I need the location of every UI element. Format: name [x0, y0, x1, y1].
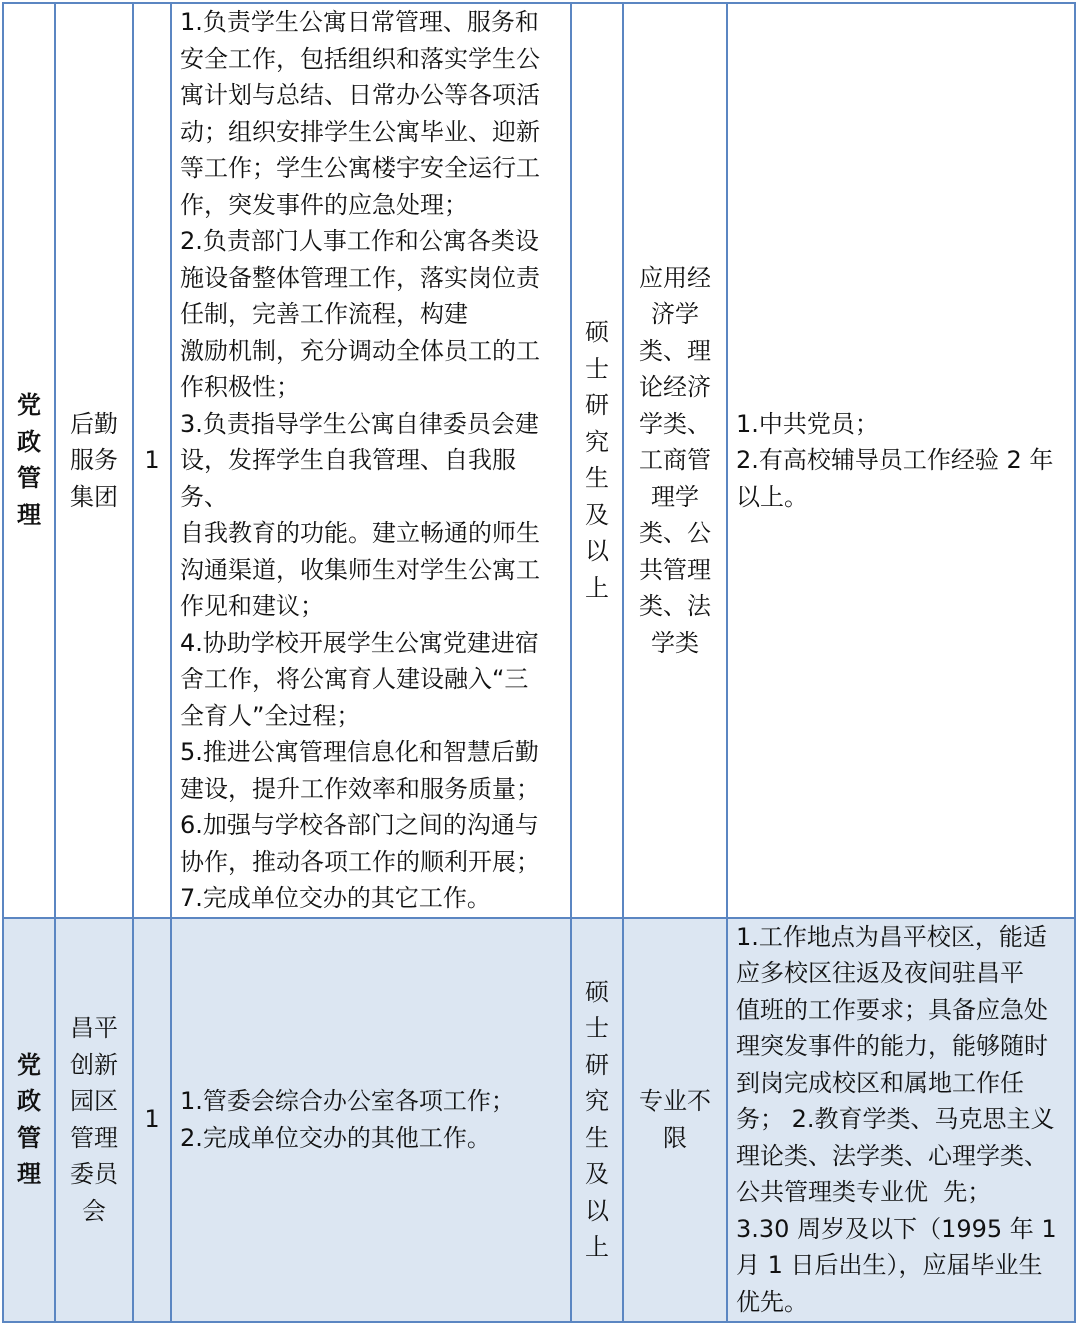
- requirement-line: 务； 2.教育学类、马克思主义: [736, 1105, 1055, 1134]
- education-char: 硕: [585, 318, 609, 347]
- major-line: 学类、: [639, 409, 711, 438]
- major-cell: [623, 918, 727, 1322]
- major-line: 限: [663, 1123, 687, 1152]
- education-char: 及: [585, 500, 609, 529]
- duty-line: 4.协助学校开展学生公寓党建进宿: [180, 628, 539, 657]
- duty-line: 2.完成单位交办的其他工作。: [180, 1123, 491, 1152]
- major-line: 类、法: [639, 592, 711, 620]
- duty-line: 5.推进公寓管理信息化和智慧后勤: [180, 738, 539, 766]
- headcount-cell: 1: [133, 3, 171, 918]
- major-line: 类、理: [639, 336, 711, 365]
- department-line: 服务: [70, 446, 118, 474]
- category-cell: [3, 918, 55, 1322]
- education-char: 及: [585, 1160, 609, 1188]
- requirement-line: 1.工作地点为昌平校区，能适: [736, 922, 1047, 951]
- duty-line: 任制，完善工作流程，构建: [180, 300, 468, 328]
- department-line: 创新: [70, 1050, 118, 1079]
- duty-line: 寓计划与总结、日常办公等各项活: [180, 81, 540, 109]
- education-char: 生: [585, 1123, 609, 1152]
- major-line: 学类: [651, 628, 699, 657]
- requirement-line: 到岗完成校区和属地工作任: [736, 1068, 1024, 1097]
- requirement-line: 应多校区往返及夜间驻昌平: [736, 959, 1024, 988]
- category-char: 理: [17, 1160, 41, 1188]
- table-row: [3, 3, 1075, 918]
- duty-line: 7.完成单位交办的其它工作。: [180, 884, 491, 912]
- duty-line: 舍工作，将公寓育人建设融入“三: [180, 665, 529, 693]
- category-char: 管: [17, 464, 41, 493]
- duty-line: 施设备整体管理工作，落实岗位责: [180, 263, 540, 292]
- table-row: [3, 918, 1075, 1322]
- major-cell: [623, 3, 727, 918]
- major-line: 工商管: [639, 446, 711, 474]
- education-char: 究: [585, 427, 609, 456]
- department-cell: [55, 3, 133, 918]
- duty-line: 1.管委会综合办公室各项工作；: [180, 1087, 515, 1115]
- duty-line: 建设，提升工作效率和服务质量；: [180, 774, 540, 803]
- category-char: 管: [17, 1123, 41, 1152]
- major-line: 专业不: [639, 1087, 711, 1115]
- headcount-cell: 1: [133, 918, 171, 1322]
- education-char: 上: [585, 1233, 609, 1261]
- requirement-line: 值班的工作要求；具备应急处: [736, 995, 1048, 1024]
- duty-line: 动；组织安排学生公寓毕业、迎新: [180, 117, 540, 146]
- duty-line: 全育人”全过程；: [180, 701, 361, 730]
- requirement-line: 2.有高校辅导员工作经验 2 年: [736, 446, 1054, 474]
- requirement-line: 以上。: [736, 482, 808, 511]
- department-line: 后勤: [70, 409, 118, 438]
- requirement-line: 公共管理类专业优 先；: [736, 1178, 992, 1207]
- duty-line: 协作，推动各项工作的顺利开展；: [180, 847, 540, 876]
- department-line: 会: [82, 1196, 106, 1225]
- education-char: 研: [585, 1050, 609, 1079]
- department-cell: [55, 918, 133, 1322]
- duty-line: 作积极性；: [180, 373, 300, 401]
- education-char: 究: [585, 1087, 609, 1115]
- education-char: 以: [585, 1196, 609, 1225]
- major-line: 理学: [651, 482, 699, 511]
- education-char: 上: [585, 573, 609, 602]
- requirement-line: 1.中共党员；: [736, 409, 879, 438]
- duty-line: 安全工作，包括组织和落实学生公: [180, 44, 540, 73]
- department-line: 委员: [70, 1160, 118, 1188]
- requirement-line: 理论类、法学类、心理学类、: [736, 1141, 1048, 1170]
- duty-line: 1.负责学生公寓日常管理、服务和: [180, 8, 539, 36]
- major-line: 论经济: [639, 373, 711, 401]
- category-cell: [3, 3, 55, 918]
- recruitment-table: [2, 2, 1076, 1323]
- duty-line: 3.负责指导学生公寓自律委员会建: [180, 409, 539, 438]
- duty-line: 作见和建议；: [180, 592, 324, 620]
- department-line: 管理: [70, 1123, 118, 1152]
- duty-line: 自我教育的功能。建立畅通的师生: [180, 519, 540, 547]
- major-line: 共管理: [639, 555, 711, 584]
- major-line: 济学: [651, 300, 699, 328]
- department-line: 集团: [70, 482, 118, 511]
- department-line: 昌平: [70, 1014, 118, 1042]
- education-char: 生: [585, 464, 609, 493]
- education-char: 研: [585, 391, 609, 420]
- duty-line: 2.负责部门人事工作和公寓各类设: [180, 227, 539, 255]
- duty-line: 作，突发事件的应急处理；: [180, 190, 468, 219]
- education-char: 士: [585, 1014, 609, 1042]
- education-char: 士: [585, 354, 609, 383]
- duties-cell: [171, 3, 571, 918]
- category-char: 政: [17, 1087, 41, 1115]
- requirement-line: 优先。: [736, 1287, 808, 1316]
- category-char: 理: [17, 500, 41, 529]
- education-char: 硕: [585, 977, 609, 1006]
- category-char: 政: [17, 427, 41, 456]
- department-line: 园区: [70, 1087, 118, 1115]
- duty-line: 设，发挥学生自我管理、自我服务、: [180, 446, 516, 511]
- duties-cell: [171, 918, 571, 1322]
- requirement-line: 3.30 周岁及以下（1995 年 1: [736, 1214, 1057, 1243]
- requirements-cell: [727, 3, 1075, 918]
- requirement-line: 月 1 日后出生），应届毕业生: [736, 1251, 1043, 1280]
- duty-line: 沟通渠道，收集师生对学生公寓工: [180, 555, 540, 584]
- education-char: 以: [585, 537, 609, 566]
- duty-line: 等工作；学生公寓楼宇安全运行工: [180, 154, 540, 182]
- category-char: 党: [17, 1050, 41, 1079]
- major-line: 应用经: [639, 263, 711, 292]
- category-char: 党: [17, 391, 41, 420]
- requirements-cell: [727, 918, 1075, 1322]
- requirement-line: 理突发事件的能力，能够随时: [736, 1032, 1048, 1061]
- duty-line: 激励机制，充分调动全体员工的工: [180, 336, 540, 365]
- duty-line: 6.加强与学校各部门之间的沟通与: [180, 811, 539, 839]
- education-cell: [571, 918, 623, 1322]
- education-cell: [571, 3, 623, 918]
- major-line: 类、公: [639, 519, 711, 547]
